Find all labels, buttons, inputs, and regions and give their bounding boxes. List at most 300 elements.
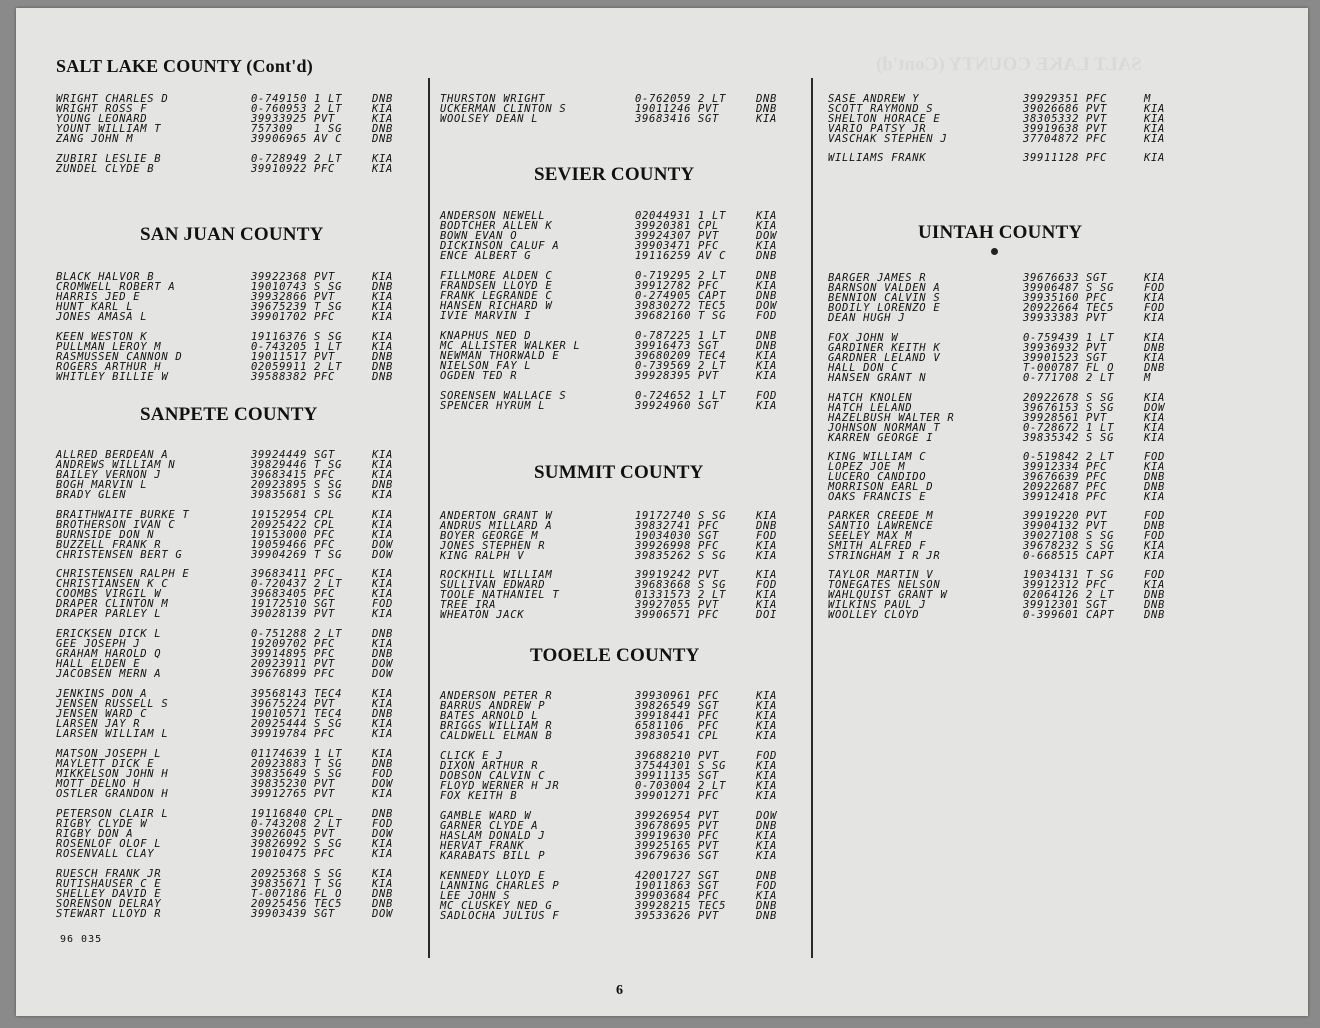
entry-serial-number: 6581106 [635,719,685,732]
entry-grade: PVT [698,819,720,832]
entry-status: DNB [372,132,394,145]
entry-name: BARNSON VALDEN A [828,281,941,294]
entry-serial-number: 39906571 [635,608,692,621]
entry-grade: FL O [1086,361,1115,374]
entry-grade: T SG [314,300,343,313]
entry-grade: SGT [698,112,720,125]
entry-name: ROSENLOF OLOF L [56,837,162,850]
entry-serial-number: 39829446 [251,458,308,471]
entry-name: JENSEN RUSSELL S [56,697,169,710]
entry-name: UCKERMAN CLINTON S [440,102,567,115]
entry-name: THURSTON WRIGHT [440,93,546,105]
entry-grade: PFC [698,539,720,552]
entry-serial-number: 39903471 [635,239,692,252]
entry-grade: CPL [698,729,720,742]
entry-name: CALDWELL ELMAN B [440,729,553,742]
entry-name: HAZELBUSH WALTER R [828,411,955,424]
entry-serial-number: 02059911 [251,360,308,373]
entry-name: LEE JOHN S [440,889,511,902]
entry-name: OAKS FRANCIS E [828,490,927,503]
entry-serial-number: 01174639 [251,748,308,760]
entry-grade: CAPT [698,289,727,302]
column-divider [428,78,430,958]
entry-grade: S SG [314,488,343,501]
entry-grade: PFC [698,829,720,842]
entry-grade: TEC4 [698,349,727,362]
entry-serial-number: 39910922 [251,162,308,175]
entry-status: KIA [372,310,394,323]
entry-name: ROCKHILL WILLIAM [440,569,553,581]
entry-serial-number: 02064126 [1023,588,1080,601]
entry-grade: TEC5 [698,899,727,912]
entry-serial-number: 39912312 [1023,578,1080,591]
entry-name: DOBSON CALVIN C [440,769,546,782]
entry-status: KIA [756,539,778,552]
entry-status: KIA [1144,122,1166,135]
entry-status: KIA [1144,421,1166,434]
entry-grade: SGT [698,699,720,712]
entry-serial-number: 0-719295 [635,270,692,282]
entry-status: FOD [1144,510,1166,522]
entry-serial-number: 20923911 [251,657,308,670]
entry-grade: 1 LT [698,210,727,222]
entry-name: MIKKELSON JOHN H [56,767,169,780]
entry-status: DNB [372,628,394,640]
entry-serial-number: 37544301 [635,759,692,772]
entry-grade: T SG [314,757,343,770]
entry-grade: 2 LT [314,628,343,640]
entry-grade: PFC [314,538,336,551]
entry-name: KING WILLIAM C [828,451,927,463]
entry-status: KIA [372,271,394,283]
entry-name: HARRIS JED E [56,290,141,303]
entry-serial-number: 19010475 [251,847,308,860]
entry-serial-number: 39675239 [251,300,308,313]
entry-status: KIA [372,518,394,531]
entry-name: TAYLOR MARTIN V [828,569,934,581]
entry-status: FOD [1144,451,1166,463]
entry-grade: S SG [698,510,727,522]
entry-serial-number: 39920381 [635,219,692,232]
entry-grade: T SG [314,548,343,561]
entry-status: KIA [372,837,394,850]
entry-status: FOD [756,309,778,322]
entry-name: BENNION CALVIN S [828,291,941,304]
entry-grade: PFC [1086,480,1108,493]
entry-grade: PVT [1086,122,1108,135]
entry-name: HALL DON C [828,361,899,374]
entry-grade: 2 LT [1086,371,1115,384]
entry-serial-number: 39676899 [251,667,308,680]
entry-serial-number: 39835262 [635,549,692,562]
entry-serial-number: 39568143 [251,688,308,700]
entry-status: DNB [372,478,394,491]
entry-status: KIA [372,112,394,125]
entry-serial-number: 19011517 [251,350,308,363]
entry-status: KIA [1144,549,1166,562]
entry-grade: CPL [698,219,720,232]
entry-name: PULLMAN LEROY M [56,340,162,353]
entry-serial-number: 19116840 [251,808,308,820]
entry-name: BURNSIDE DON N [56,528,155,541]
entry-grade: PFC [314,162,336,175]
entry-name: FLOYD WERNER H JR [440,779,560,792]
entry-name: HANSEN GRANT N [828,371,927,384]
entry-serial-number: 39835230 [251,777,308,790]
entry-serial-number: 39676633 [1023,272,1080,284]
entry-name: SPENCER HYRUM L [440,399,546,412]
entry-grade: PFC [1086,578,1108,591]
entry-status: KIA [372,868,394,880]
entry-grade: SGT [698,879,720,892]
entry-status: KIA [372,688,394,700]
entry-status: KIA [372,607,394,620]
entry-status: DNB [1144,598,1166,611]
entry-status: KIA [756,399,778,412]
entry-status: DNB [756,93,778,105]
entry-status: DNB [372,280,394,293]
entry-name: JONES STEPHEN R [440,539,546,552]
entry-serial-number: 39675224 [251,697,308,710]
entry-serial-number: 0-749150 [251,93,308,105]
entry-name: PARKER CREEDE M [828,510,934,522]
entry-status: DNB [1144,608,1166,621]
entry-serial-number: 39906965 [251,132,308,145]
entry-serial-number: 39912418 [1023,490,1080,503]
entry-status: FOD [372,767,394,780]
entry-status: DNB [372,93,394,105]
entry-status: KIA [756,699,778,712]
entry-name: ENCE ALBERT G [440,249,532,262]
entry-status: KIA [372,717,394,730]
entry-status: DOW [372,777,394,790]
entry-serial-number: 39918441 [635,709,692,722]
entry-serial-number: 39830541 [635,729,692,742]
entry-serial-number: 39679636 [635,849,692,862]
entry-name: CROMWELL ROBERT A [56,280,176,293]
entry-grade: SGT [698,769,720,782]
entry-status: DNB [372,707,394,720]
entry-serial-number: 20925368 [251,868,308,880]
entry-name: YOUNG LEONARD [56,112,148,125]
entry-grade: PVT [1086,411,1108,424]
entry-serial-number: 39911128 [1023,152,1080,164]
entry-grade: PFC [698,719,720,732]
entry-status: DNB [1144,519,1166,532]
entry-status: KIA [1144,132,1166,145]
entry-grade: S SG [1086,431,1115,444]
entry-name: RIGBY DON A [56,827,134,840]
entry-serial-number: 39027108 [1023,529,1080,542]
entry-serial-number: 39826549 [635,699,692,712]
entry-serial-number: 0-274905 [635,289,692,302]
entry-name: WILKINS PAUL J [828,598,927,611]
entry-name: LANNING CHARLES P [440,879,560,892]
entry-serial-number: 19116376 [251,331,308,343]
entry-status: KIA [1144,411,1166,424]
entry-name: BLACK HALVOR B [56,271,155,283]
entry-name: GARNER CLYDE A [440,819,539,832]
entry-serial-number: 39919242 [635,569,692,581]
entry-status: KIA [756,839,778,852]
entry-name: WRIGHT ROSS F [56,102,148,115]
entry-grade: CPL [314,518,336,531]
entry-grade: S SG [314,717,343,730]
entry-serial-number: 0-668515 [1023,549,1080,562]
entry-grade: PFC [314,647,336,660]
entry-grade: SGT [314,449,336,461]
entry-name: WHEATON JACK [440,608,525,621]
entry-serial-number: 42001727 [635,870,692,882]
entry-grade: SGT [1086,272,1108,284]
entry-name: KARABATS BILL P [440,849,546,862]
entry-name: BODTCHER ALLEN K [440,219,553,232]
entry-grade: TEC4 [314,707,343,720]
county-heading: SAN JUAN COUNTY [140,224,324,245]
entry-name: HERVAT FRANK [440,839,525,852]
entry-serial-number: 39932866 [251,290,308,303]
entry-name: BARRUS ANDREW P [440,699,546,712]
entry-name: BUZZELL FRANK R [56,538,162,551]
entry-status: KIA [756,369,778,382]
entry-status: KIA [372,509,394,521]
entry-grade: PFC [698,239,720,252]
entry-status: DOW [372,667,394,680]
entry-name: JONES AMASA L [56,310,148,323]
entry-status: DOW [756,810,778,822]
entry-serial-number: 0-759439 [1023,332,1080,344]
entry-status: KIA [756,729,778,742]
entry-grade: T SG [314,877,343,890]
entry-serial-number: 39683668 [635,578,692,591]
entry-grade: TEC5 [698,299,727,312]
entry-status: KIA [1144,152,1166,164]
entry-status: KIA [756,359,778,372]
entry-grade: PVT [314,777,336,790]
entry-serial-number: 39924307 [635,229,692,242]
entry-serial-number: 0-399601 [1023,608,1080,621]
entry-grade: PVT [314,607,336,620]
entry-status: FOD [756,750,778,762]
entry-name: RUTISHAUSER C E [56,877,162,890]
entry-status: KIA [372,340,394,353]
entry-name: COOMBS VIRGIL W [56,587,162,600]
entry-name: ALLRED BERDEAN A [56,449,169,461]
entry-grade: 1 LT [314,340,343,353]
entry-serial-number: 39901523 [1023,351,1080,364]
entry-grade: PVT [314,657,336,670]
entry-grade: PFC [1086,460,1108,473]
entry-serial-number: 39026045 [251,827,308,840]
county-heading: SANPETE COUNTY [140,404,318,425]
entry-grade: SGT [1086,351,1108,364]
entry-serial-number: 0-519842 [1023,451,1080,463]
entry-serial-number: 0-771708 [1023,371,1080,384]
entry-name: WHITLEY BILLIE W [56,370,169,383]
entry-grade: S SG [314,767,343,780]
entry-status: KIA [372,587,394,600]
entry-name: HANSEN RICHARD W [440,299,553,312]
entry-status: KIA [372,847,394,860]
entry-grade: 1 SG [314,122,343,135]
entry-serial-number: 0-743208 [251,817,308,830]
entry-grade: PFC [314,370,336,383]
entry-serial-number: 39919220 [1023,510,1080,522]
entry-status: KIA [1144,351,1166,364]
entry-grade: 2 LT [314,577,343,590]
entry-serial-number: 0-760953 [251,102,308,115]
entry-name: DRAPER CLINTON M [56,597,169,610]
entry-grade: 1 LT [698,330,727,342]
entry-name: WRIGHT CHARLES D [56,93,169,105]
entry-grade: S SG [1086,539,1115,552]
entry-grade: SGT [698,399,720,412]
entry-grade: PFC [314,847,336,860]
entry-serial-number: 39906487 [1023,281,1080,294]
entry-status: KIA [756,759,778,772]
page-number: 6 [616,983,623,998]
entry-serial-number: 39925165 [635,839,692,852]
entry-status: DNB [756,819,778,832]
entry-serial-number: 39901702 [251,310,308,323]
document-page [16,8,1308,1016]
entry-serial-number: 0-720437 [251,577,308,590]
entry-grade: AV C [314,132,343,145]
ink-dot [991,248,998,255]
entry-serial-number: 39683405 [251,587,308,600]
entry-name: ROSENVALL CLAY [56,847,155,860]
entry-grade: TEC4 [314,688,343,700]
entry-serial-number: 19011863 [635,879,692,892]
entry-name: GARDINER KEITH K [828,341,941,354]
entry-status: FOD [756,529,778,542]
entry-status: KIA [756,549,778,562]
entry-serial-number: 39901271 [635,789,692,802]
entry-status: KIA [372,637,394,650]
entry-grade: PVT [698,909,720,922]
entry-status: DOW [756,229,778,242]
entry-name: MC ALLISTER WALKER L [440,339,581,352]
entry-serial-number: 39830272 [635,299,692,312]
entry-status: KIA [756,849,778,862]
entry-name: HALL ELDEN E [56,657,141,670]
entry-status: KIA [1144,272,1166,284]
entry-status: DOW [372,548,394,561]
entry-status: KIA [756,779,778,792]
entry-grade: FL O [314,887,343,900]
entry-serial-number: 19172740 [635,510,692,522]
entry-status: KIA [1144,112,1166,125]
entry-name: ROGERS ARTHUR H [56,360,162,373]
entry-grade: PVT [698,569,720,581]
entry-name: PETERSON CLAIR L [56,808,169,820]
entry-grade: PVT [1086,311,1108,324]
entry-name: HATCH LELAND [828,401,913,414]
entry-name: SANTIO LAWRENCE [828,519,934,532]
entry-status: DNB [372,897,394,910]
entry-name: TOOLE NATHANIEL T [440,588,560,601]
entry-status: KIA [756,349,778,362]
entry-grade: PFC [1086,291,1108,304]
entry-grade: 2 LT [1086,451,1115,463]
entry-name: DRAPER PARLEY L [56,607,162,620]
entry-grade: T SG [698,309,727,322]
entry-grade: PVT [698,839,720,852]
entry-grade: PVT [698,750,720,762]
entry-name: MAYLETT DICK E [56,757,155,770]
entry-grade: PFC [314,528,336,541]
entry-status: KIA [372,697,394,710]
entry-name: CLICK E J [440,750,504,762]
entry-serial-number: 39933925 [251,112,308,125]
entry-name: ANDERTON GRANT W [440,510,553,522]
entry-serial-number: 39680209 [635,349,692,362]
entry-grade: PFC [314,310,336,323]
entry-serial-number: 39928395 [635,369,692,382]
entry-name: FRANK LEGRANDE C [440,289,553,302]
entry-status: DNB [1144,588,1166,601]
entry-grade: SGT [314,597,336,610]
entry-name: IVIE MARVIN I [440,309,532,322]
entry-status: DOW [1144,401,1166,414]
entry-status: DNB [756,102,778,115]
entry-serial-number: 02044931 [635,210,692,222]
entry-serial-number: 19034131 [1023,569,1080,581]
entry-status: KIA [756,769,778,782]
entry-status: DNB [1144,480,1166,493]
entry-name: BRIGGS WILLIAM R [440,719,553,732]
entry-serial-number: 39928561 [1023,411,1080,424]
entry-status: DOW [372,907,394,920]
entry-grade: S SG [314,478,343,491]
entry-grade: S SG [698,759,727,772]
entry-serial-number: 39832741 [635,519,692,532]
entry-grade: S SG [698,578,727,591]
entry-name: ZUNDEL CLYDE B [56,162,155,175]
entry-serial-number: 19152954 [251,509,308,521]
entry-name: MOTT DELNO H [56,777,141,790]
entry-serial-number: 39933383 [1023,311,1080,324]
entry-name: BROTHERSON IVAN C [56,518,176,531]
entry-serial-number: 39912301 [1023,598,1080,611]
entry-serial-number: 01331573 [635,588,692,601]
entry-grade: 1 LT [314,748,343,760]
entry-name: MORRISON EARL D [828,480,934,493]
entry-grade: PVT [1086,510,1108,522]
entry-serial-number: 19034030 [635,529,692,542]
entry-status: KIA [756,279,778,292]
entry-serial-number: 39922368 [251,271,308,283]
entry-grade: PVT [698,810,720,822]
entry-serial-number: 39926954 [635,810,692,822]
entry-name: WILLIAMS FRANK [828,152,927,164]
entry-serial-number: 19011246 [635,102,692,115]
entry-serial-number: 0-751288 [251,628,308,640]
entry-grade: S SG [314,280,343,293]
entry-status: KIA [756,219,778,232]
entry-grade: 2 LT [314,153,343,165]
entry-grade: SGT [1086,598,1108,611]
entry-grade: PFC [698,889,720,902]
entry-status: KIA [1144,102,1166,115]
entry-serial-number: 39914895 [251,647,308,660]
entry-serial-number: 39676639 [1023,470,1080,483]
entry-status: KIA [372,528,394,541]
entry-name: LOPEZ JOE M [828,460,906,473]
entry-serial-number: 39924449 [251,449,308,461]
entry-grade: PVT [314,112,336,125]
entry-serial-number: 39919630 [635,829,692,842]
